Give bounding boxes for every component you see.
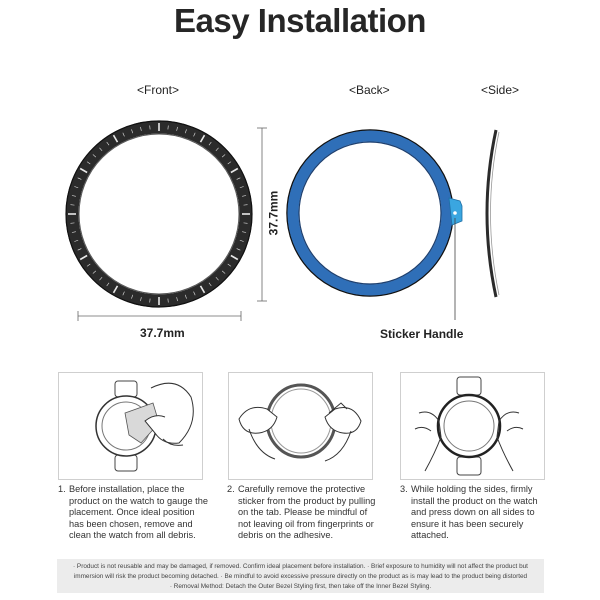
width-dimension-label: 37.7mm bbox=[140, 326, 185, 340]
step-description: Before installation, place the product on the watch to gauge the placement. Once ideal position has been chosen, remove and clean the watch from all debris. bbox=[69, 484, 208, 540]
step-description: While holding the sides, firmly install the product on the watch and press down on all sides to ensure it has been securely attached. bbox=[411, 484, 538, 540]
step-3-illustration bbox=[400, 372, 545, 480]
step-2-illustration bbox=[228, 372, 373, 480]
sticker-handle-label: Sticker Handle bbox=[380, 327, 464, 341]
step-number: 2. bbox=[227, 484, 235, 494]
page-title: Easy Installation bbox=[174, 2, 426, 39]
step-3-text bbox=[400, 484, 548, 542]
front-view-label: <Front> bbox=[137, 83, 180, 97]
step-description: Carefully remove the protective sticker from the product by pulling on the tab. Please be mindful of not leaving oil from fingerprints or debris on the adhesive. bbox=[238, 484, 376, 540]
width-dimension-line bbox=[78, 311, 241, 321]
side-view-label: <Side> bbox=[481, 83, 520, 97]
step-number: 1. bbox=[58, 484, 66, 494]
height-dimension-label: 37.7mm bbox=[266, 190, 281, 236]
back-view-label: <Back> bbox=[349, 83, 390, 97]
note-line: · Removal Method: Detach the Outer Bezel Styling first, then take off the Inner Bezel Styling. bbox=[169, 582, 432, 590]
front-bezel-illustration bbox=[66, 121, 252, 307]
side-view-illustration bbox=[487, 130, 499, 297]
caution-notes bbox=[57, 559, 544, 593]
note-line: immersion will risk the product becoming detached. · Be mindful to avoid excessive pressure directly on the product as is may lead to the product being distorted bbox=[73, 572, 528, 580]
step-2-text bbox=[227, 484, 377, 542]
note-line: · Product is not reusable and may be damaged, if removed. Confirm ideal placement before installation. · Brief exposure to humidity will not affect the product but bbox=[73, 563, 528, 570]
step-number: 3. bbox=[400, 484, 408, 494]
back-bezel-illustration bbox=[287, 130, 462, 320]
step-1-illustration bbox=[58, 372, 203, 480]
step-1-text bbox=[58, 484, 208, 542]
